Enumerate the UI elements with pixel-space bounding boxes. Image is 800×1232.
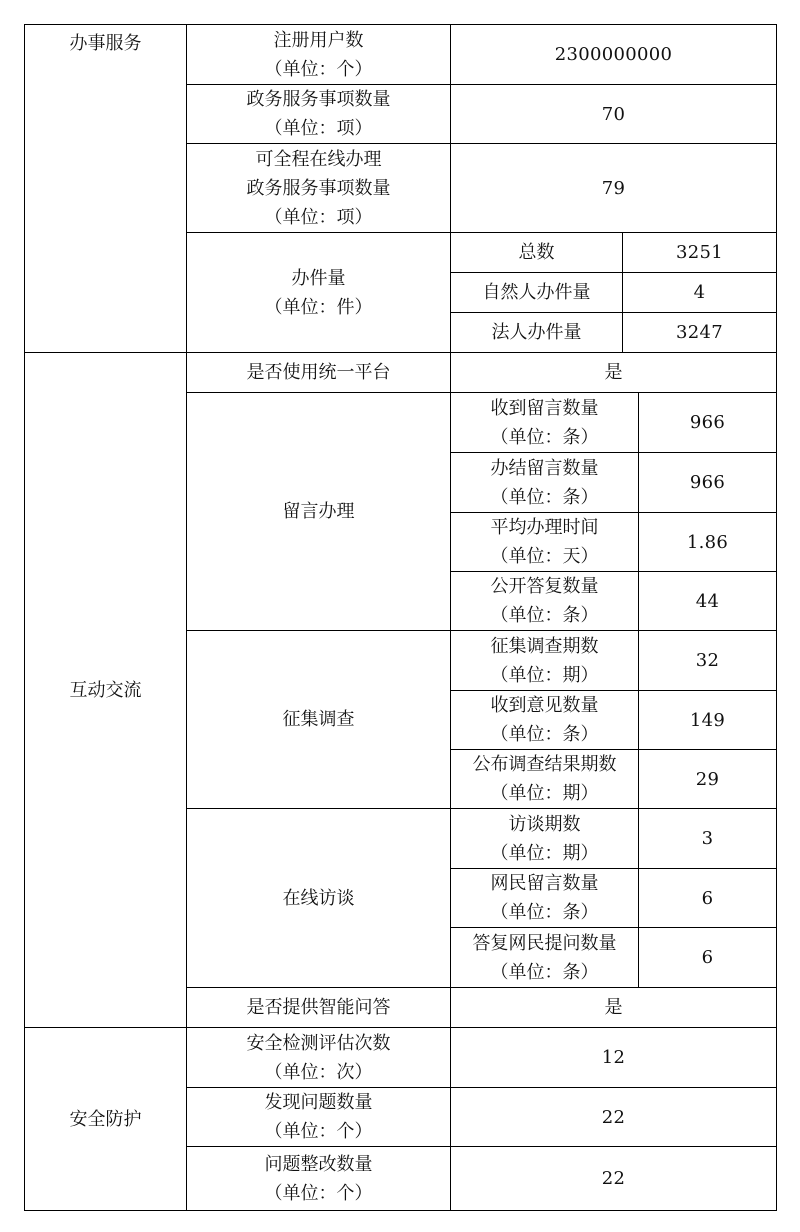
value-cell: 22 <box>451 1088 777 1147</box>
label-cell: 是否提供智能问答 <box>187 988 451 1028</box>
sub-label-cell: 办结留言数量 （单位：条） <box>451 453 639 513</box>
sub-label-cell: 收到意见数量 （单位：条） <box>451 691 639 750</box>
sub-label-cell: 公布调查结果期数 （单位：期） <box>451 750 639 809</box>
table-row <box>25 353 777 393</box>
value-cell: 70 <box>451 85 777 144</box>
table-row <box>25 25 777 85</box>
value-cell: 3 <box>639 809 777 869</box>
value-cell: 6 <box>639 928 777 988</box>
value-cell: 是 <box>451 353 777 393</box>
sub-label-cell: 平均办理时间 （单位：天） <box>451 513 639 572</box>
value-cell: 966 <box>639 393 777 453</box>
label-cell: 政务服务事项数量 （单位：项） <box>187 85 451 144</box>
sub-label-cell: 总数 <box>451 233 623 273</box>
value-cell: 6 <box>639 869 777 928</box>
value-cell: 3247 <box>623 313 777 353</box>
value-cell: 1.86 <box>639 513 777 572</box>
label-cell: 可全程在线办理 政务服务事项数量 （单位：项） <box>187 144 451 233</box>
value-cell: 79 <box>451 144 777 233</box>
value-cell: 3251 <box>623 233 777 273</box>
group-cell-interview: 在线访谈 <box>187 809 451 988</box>
value-cell: 44 <box>639 572 777 631</box>
sub-label-cell: 收到留言数量 （单位：条） <box>451 393 639 453</box>
label-cell: 办件量 （单位：件） <box>187 233 451 353</box>
label-cell: 安全检测评估次数 （单位：次） <box>187 1028 451 1088</box>
value-cell: 966 <box>639 453 777 513</box>
sub-label-cell: 法人办件量 <box>451 313 623 353</box>
value-cell: 2300000000 <box>451 25 777 85</box>
label-cell: 发现问题数量 （单位：个） <box>187 1088 451 1147</box>
value-cell: 149 <box>639 691 777 750</box>
value-cell: 12 <box>451 1028 777 1088</box>
category-cell-interaction: 互动交流 <box>25 353 187 1028</box>
statistics-table <box>24 24 777 1211</box>
value-cell: 29 <box>639 750 777 809</box>
value-cell: 32 <box>639 631 777 691</box>
value-cell: 是 <box>451 988 777 1028</box>
label-cell: 注册用户数 （单位：个） <box>187 25 451 85</box>
sub-label-cell: 访谈期数 （单位：期） <box>451 809 639 869</box>
table-row <box>25 1028 777 1088</box>
sub-label-cell: 网民留言数量 （单位：条） <box>451 869 639 928</box>
label-cell: 是否使用统一平台 <box>187 353 451 393</box>
value-cell: 22 <box>451 1147 777 1211</box>
category-cell-security: 安全防护 <box>25 1028 187 1211</box>
value-cell: 4 <box>623 273 777 313</box>
sub-label-cell: 征集调查期数 （单位：期） <box>451 631 639 691</box>
sub-label-cell: 公开答复数量 （单位：条） <box>451 572 639 631</box>
group-cell-survey: 征集调查 <box>187 631 451 809</box>
sub-label-cell: 答复网民提问数量 （单位：条） <box>451 928 639 988</box>
sub-label-cell: 自然人办件量 <box>451 273 623 313</box>
category-cell-service: 办事服务 <box>25 25 187 353</box>
group-cell-messages: 留言办理 <box>187 393 451 631</box>
label-cell: 问题整改数量 （单位：个） <box>187 1147 451 1211</box>
